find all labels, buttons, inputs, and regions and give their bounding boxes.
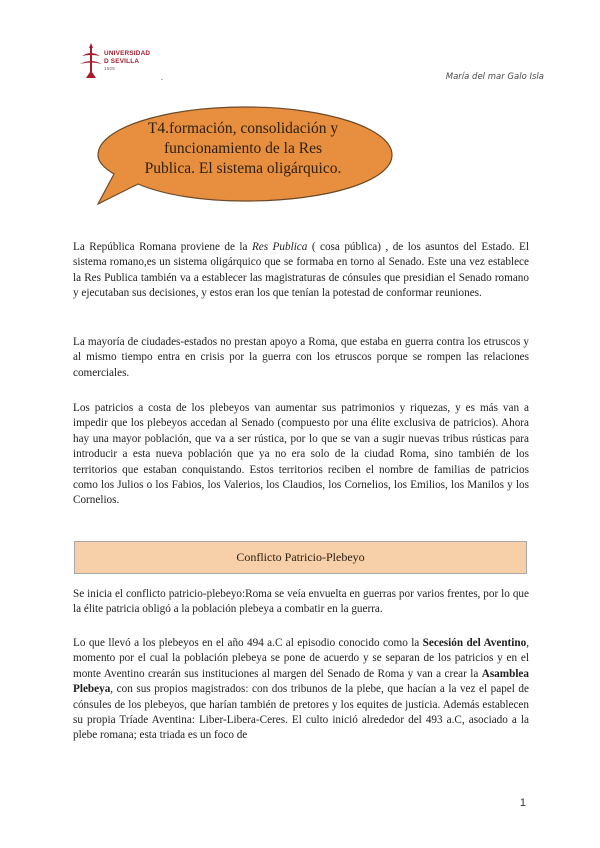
p1-text-a: La República Romana proviene de la bbox=[73, 241, 252, 253]
p1-emphasis: Res Publica bbox=[251, 241, 308, 253]
page-title bbox=[118, 119, 368, 179]
section-heading bbox=[74, 541, 527, 574]
p1-text-b: ( cosa pública) , de los asuntos del Estado. El sistema romano,es un sistema oligárquico que se formaba en torno al Senado. Este una vez establece la Res Publica también va a establecer las magistraturas de cónsules que presidian el Senado romano y ejecutaban sus decisiones, y estos eran los que tenían la potestad de conformar reuniones. bbox=[73, 241, 529, 300]
paragraph-5 bbox=[73, 636, 529, 744]
title-line-2: funcionamiento de la Res bbox=[164, 140, 322, 157]
author-name: María del mar Galo Isla bbox=[445, 72, 544, 82]
p5-text-d: , con sus propios magistrados: con dos tribunos de la plebe, que hacían a la vez el papel de cónsules de los plebeyos, que harían también de pretores y los equites de justicia. Además establecen su propia Tríade Aventina: Liber-Libera-Ceres. El culto inició alrededor del 493 a.C, asociado a la plebe romana; esta triada es un foco de bbox=[73, 683, 529, 742]
header-dot: . bbox=[161, 73, 163, 82]
p5-text-c: , momento por el cual la población plebeya se pone de acuerdo y se separan de los patricios y en el monte Aventino crearán sus instituciones al margen del Senado de Roma y van a crear la bbox=[73, 637, 529, 680]
logo-line-2: D SEVILLA bbox=[104, 57, 140, 65]
giralda-icon bbox=[78, 42, 104, 80]
logo-year: 1505 bbox=[104, 66, 116, 72]
logo-wordmark bbox=[104, 50, 150, 73]
page-number: 1 bbox=[519, 797, 526, 809]
paragraph-1 bbox=[73, 240, 529, 302]
university-logo bbox=[74, 38, 158, 85]
logo-line-1: UNIVERSIDAD bbox=[104, 50, 151, 57]
section-heading-text: Conflicto Patricio-Plebeyo bbox=[236, 550, 365, 564]
paragraph-3: Los patricios a costa de los plebeyos van aumentar sus patrimonios y riquezas, y es más van a impedir que los plebeyos accedan al Senado (compuesto por una élite exclusiva de patricios). Ahora hay una mayor población, que va a ser rústica, por lo que se van a sugir nuevas tribus rústicas para introducir a esta nueva población que ya no era solo de la ciudad Roma, sino también de los territorios que estaban conquistando. Estos territorios reciben el nombre de familias de patricios como los Julios o los Fabios, los Valerios, los Claudios, los Cornelios, los Emilios, los Manilos y los Cornelios. bbox=[73, 402, 529, 507]
title-line-1: T4.formación, consolidación y bbox=[147, 120, 339, 137]
paragraph-4: Se inicia el conflicto patricio-plebeyo:Roma se veía envuelta en guerras por varios frentes, por lo que la élite patricia obligó a la población plebeya a combatir en la guerra. bbox=[73, 588, 529, 616]
p5-text-a: Lo que llevó a los plebeyos en el año 494 a.C al episodio conocido como la bbox=[73, 637, 423, 649]
title-line-3: Publica. El sistema oligárquico. bbox=[144, 160, 342, 177]
paragraph-2: La mayoría de ciudades-estados no prestan apoyo a Roma, que estaba en guerra contra los etruscos y al mismo tiempo entra en crisis por la guerra con los etruscos porque se rompen las relaciones comerciales. bbox=[73, 336, 529, 379]
p5-bold-asamblea: Asamblea Plebeya bbox=[73, 667, 529, 696]
p5-bold-secesion: Secesión del Aventino bbox=[422, 637, 527, 649]
